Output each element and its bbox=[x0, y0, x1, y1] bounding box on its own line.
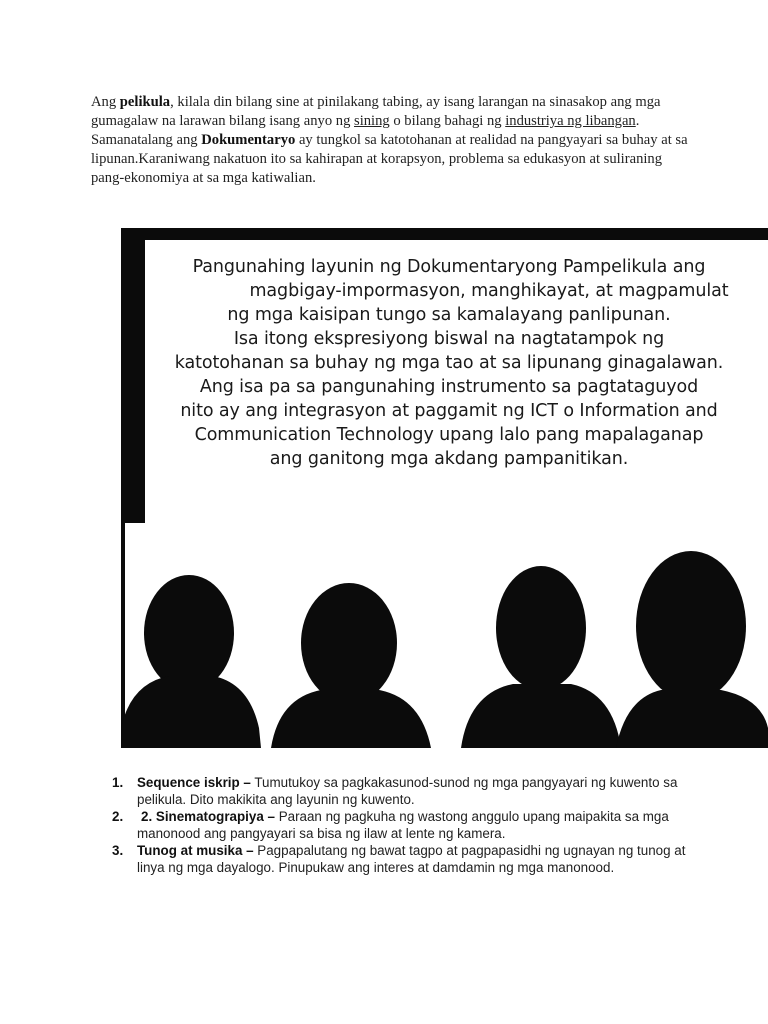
list-description: Pagpapalutang ng bawat tagpo at pagpapasidhi ng ugnayan ng tunog at linya ng mga dayalogo. Pinupukaw ang interes at damdamin ng mga manonood. bbox=[137, 843, 686, 875]
link-industriya-ng-libangan[interactable]: industriya ng libangan bbox=[505, 113, 636, 129]
screen-line-3: ng mga kaisipan tungo sa kamalayang panlipunan. bbox=[227, 305, 671, 325]
link-sining[interactable]: sining bbox=[354, 113, 390, 129]
term-dokumentaryo: Dokumentaryo bbox=[201, 132, 296, 148]
list-number: 1. bbox=[112, 775, 124, 790]
list-number: 2. bbox=[112, 809, 124, 824]
list-term: Tunog at musika – bbox=[137, 843, 254, 858]
list-item bbox=[112, 808, 712, 842]
intro-text-4: . Samanatalang ang bbox=[91, 113, 640, 148]
screen-line-8: Communication Technology upang lalo pang mapalaganap bbox=[194, 425, 704, 445]
screen-line-5: katotohanan sa buhay ng mga tao at sa lipunang ginagalawan. bbox=[174, 353, 724, 373]
term-pelikula: pelikula bbox=[119, 94, 171, 110]
list-item bbox=[112, 842, 712, 876]
intro-paragraph bbox=[91, 93, 691, 188]
intro-text-3: o bilang bahagi ng bbox=[389, 113, 506, 129]
screen-line-1: Pangunahing layunin ng Dokumentaryong Pampelikula ang bbox=[192, 257, 706, 277]
screen-caption bbox=[149, 255, 749, 471]
intro-text-5: ay tungkol sa katotohanan at realidad na pangyayari sa buhay at sa lipunan.Karaniwang nakatuon ito sa kahirapan at korapsyon, problema sa edukasyon at suliraning pang-ekonomiya at sa mga katiwalian. bbox=[91, 132, 688, 186]
film-elements-list bbox=[112, 774, 712, 876]
screen-line-7: nito ay ang integrasyon at paggamit ng ICT o Information and bbox=[180, 401, 718, 421]
list-term: 2. Sinematograpiya – bbox=[141, 809, 275, 824]
screen-line-6: Ang isa pa sa pangunahing instrumento sa pagtataguyod bbox=[199, 377, 699, 397]
intro-text-1: Ang bbox=[91, 94, 120, 110]
list-number: 3. bbox=[112, 843, 124, 858]
screen-line-4: Isa itong ekspresiyong biswal na nagtatampok ng bbox=[233, 329, 665, 349]
intro-text-2: , kilala din bilang sine at pinilakang tabing, ay isang larangan na sinasakop ang mga gumagalaw na larawan bilang isang anyo ng bbox=[91, 94, 661, 129]
intro-text bbox=[91, 93, 691, 188]
list-description: Tumutukoy sa pagkakasunod-sunod ng mga pangyayari ng kuwento sa pelikula. Dito makikita ang layunin ng kuwento. bbox=[137, 775, 678, 807]
list-term: Sequence iskrip – bbox=[137, 775, 251, 790]
screen-line-2: magbigay-impormasyon, manghikayat, at magpamulat bbox=[249, 281, 729, 301]
list-item bbox=[112, 774, 712, 808]
list-description: Paraan ng pagkuha ng wastong anggulo upang maipakita sa mga manonood ang pangyayari sa bisa ng ilaw at lente ng kamera. bbox=[137, 809, 669, 841]
screen-line-9: ang ganitong mga akdang pampanitikan. bbox=[269, 449, 629, 469]
